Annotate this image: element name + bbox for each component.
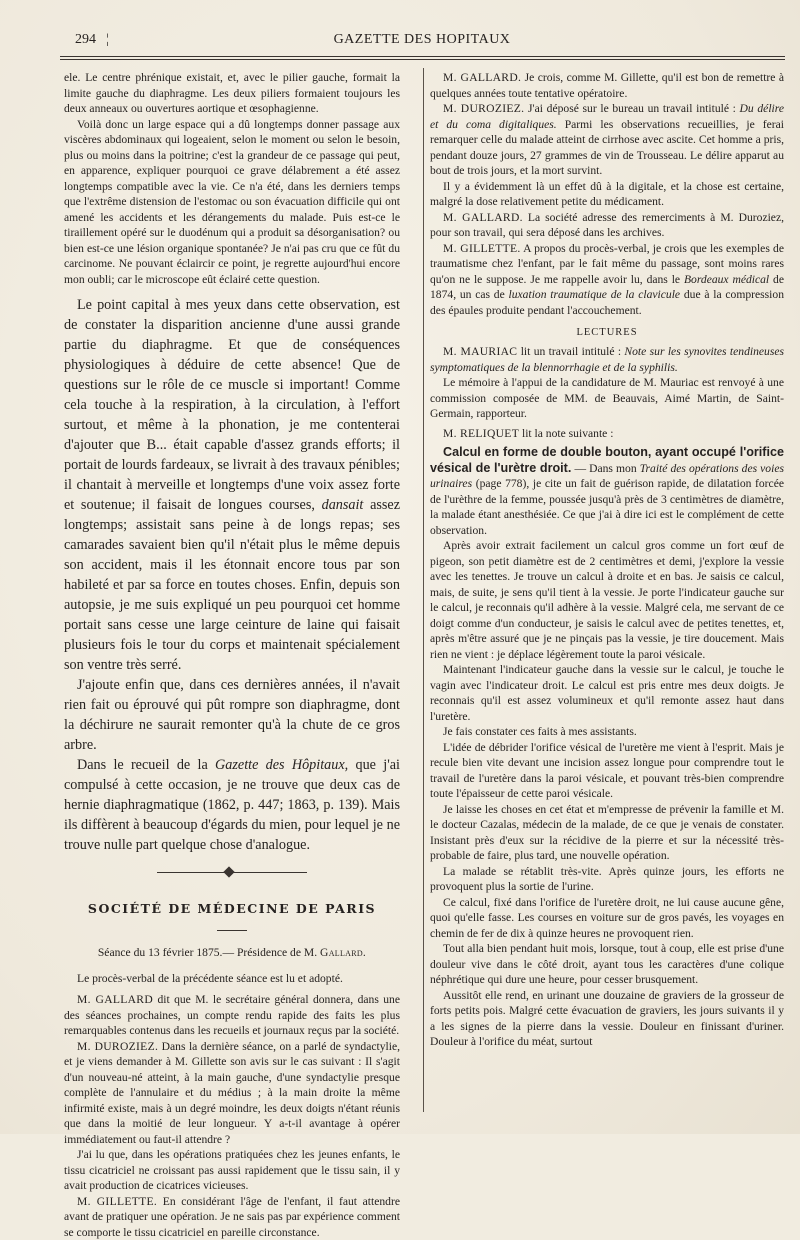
paragraph: Maintenant l'indicateur gauche dans la vessie sur le calcul, je touche le vagin avec l'indicateur droit. Le calcul est pris entre mes deux doigts. Je reconnais qu'il est assez volumineux et qu'il remonte assez haut dans l'uretère.	[430, 662, 784, 724]
left-column	[64, 70, 400, 1240]
page-number-mark: ¦	[106, 32, 109, 48]
paragraph: Il y a évidemment là un effet dû à la digitale, et la chose est certaine, malgré la dose relativement petite du médicament.	[430, 179, 784, 210]
paragraph: Voilà donc un large espace qui a dû longtemps donner passage aux viscères abdominaux qui logeaient, selon le moment ou selon le besoin, plus ou moins dans la poitrine; c'est la grandeur de ce passage qui peut, en apparence, expliquer pourquoi ce grave délabrement a été assez longtemps compatible avec la vie. Ce n'a été, dans les derniers temps que l'extrême distension de l'estomac ou son évacuation difficile qui ont amené les accidents et les dérangements du malade. Puis est-ce le tiraillement opéré sur le duodénum qui a produit sa désorganisation? ou bien est-ce une lésion organique spontanée? Je n'ai pas cru que ce fût du carcinome. Ne pouvant éclaircir ce point, je regrette aujourd'hui encore mon oubli; car le microscope eût éclairé cette question.	[64, 117, 400, 288]
section-ornament	[157, 867, 307, 879]
paragraph: M. GILLETTE. A propos du procès-verbal, je crois que les exemples de traumatisme chez l'enfant, par le fait même du passage, sont moins rares qu'on ne le suppose. Je me rappelle avoir lu, dans le Bordeaux médical de 1874, un cas de luxation traumatique de la clavicule due à la compression des épaules produite pendant l'accouchement.	[430, 241, 784, 319]
paragraph: Après avoir extrait facilement un calcul gros comme un fort œuf de pigeon, son petit diamètre est de 2 centimètres et demi, j'explore la vessie avec les tenettes. Je trouve un calcul à droite et en bas. Je saisis ce calcul, mais, de suite, je sens qu'il tient à la vessie. Je porte l'indicateur gauche sur le calcul, je reconnais qu'il adhère à la vessie. Malgré cela, me servant de ce doigt comme d'un conducteur, je saisis le calcul avec de petites tenettes, et, après m'être assuré que je ne pinçais pas la vessie, je tire doucement. Mais rien ne vient : je déplace légèrement toute la paroi vésicale.	[430, 538, 784, 662]
paragraph: Je laisse les choses en cet état et m'empresse de prévenir la famille et M. le docteur Cazalas, médecin de la malade, de ce que je venais de constater. Insistant près d'eux sur la récidive de la pierre et sur la nécessité très-probable de faire, plus tard, une nouvelle opération.	[430, 802, 784, 864]
page-header	[60, 24, 784, 50]
column-divider	[423, 68, 424, 1112]
paragraph: J'ajoute enfin que, dans ces dernières années, il n'avait rien fait ou éprouvé qui pût rompre son diaphragme, dont la déchirure ne saurait remonter qu'à la chute de ce gros arbre.	[64, 675, 400, 755]
paragraph: Aussitôt elle rend, en urinant une douzaine de graviers de la grosseur de forts petits pois. Malgré cette évacuation de graviers, les jours suivants il y a les signes de la pierre dans la vessie. Douleur en finissant d'uriner. Douleur à l'orifice du méat, surtout	[430, 988, 784, 1050]
paragraph: M. DUROZIEZ. J'ai déposé sur le bureau un travail intitulé : Du délire et du coma digitaliques. Parmi les observations recueillies, je ferai remarquer celle du malade atteint de cirrhose avec ascite. Cet homme a pris, pendant douze jours, 27 grammes de vin de Trousseau. Le délire apparut au bout de trois jours, et la mort survint.	[430, 101, 784, 179]
paragraph: M. RELIQUET lit la note suivante :	[430, 426, 784, 442]
page-number: 294	[75, 32, 96, 48]
paragraph: L'idée de débrider l'orifice vésical de l'uretère me vient à l'esprit. Mais je recule bien vite devant une incision assez longue pour comprendre tout le travail de l'uretère dans la paroi vésicale, et pouvant très-bien comprendre toute l'épaisseur de cette paroi vésicale.	[430, 740, 784, 802]
paragraph: Le mémoire à l'appui de la candidature de M. Mauriac est renvoyé à une commission composée de MM. de Beauvais, Aimé Martin, de Saint-Germain, rapporteur.	[430, 375, 784, 422]
paragraph: M. GALLARD dit que M. le secrétaire général donnera, dans une des séances prochaines, un compte rendu rapide des faits les plus remarquables contenus dans les recueils et journaux reçus par la société.	[64, 992, 400, 1039]
paragraph: M. MAURIAC lit un travail intitulé : Note sur les synovites tendineuses symptomatiques de la blennorrhagie et de la syphilis.	[430, 344, 784, 375]
header-rule-thin	[60, 59, 785, 60]
paragraph: La malade se rétablit très-vite. Après quinze jours, les efforts ne provoquent plus la sortie de l'urine.	[430, 864, 784, 895]
paragraph: M. GILLETTE. En considérant l'âge de l'enfant, il faut attendre avant de pratiquer une opération. Je ne sais pas par expérience comment se comporte le tissu cicatriciel en pareille circonstance.	[64, 1194, 400, 1240]
paragraph: ele. Le centre phrénique existait, et, avec le pilier gauche, formait la limite gauche du diaphragme. Les deux piliers formaient toujours les deux anneaux ou ouvertures aortique et œsophagienne.	[64, 70, 400, 117]
paragraph: M. DUROZIEZ. Dans la dernière séance, on a parlé de syndactylie, et je viens demander à M. Gillette son avis sur le cas suivant : Il s'agit d'un nouveau-né atteint, à la main gauche, d'une syndactylie presque complète de l'annulaire et du médius ; à la main droite la même infirmité existe, mais à un degré moindre, les deux doigts n'étant réunis que dans la moitié de leur longueur. Y a-t-il avantage à opérer immédiatement ou faut-il attendre ?	[64, 1039, 400, 1148]
paragraph: Tout alla bien pendant huit mois, lorsque, tout à coup, elle est prise d'une douleur vive dans le côté droit, ayant tous les caractères d'une colique néphrétique qui dure une heure, pour cesser brusquement.	[430, 941, 784, 988]
paragraph: Ce calcul, fixé dans l'orifice de l'uretère droit, ne lui cause aucune gêne, quoi qu'elle fasse. Les courses en voiture sur de gros pavés, les voyages en chemin de fer de dix à quinze heures ne provoquent rien.	[430, 895, 784, 942]
paragraph: M. GALLARD. La société adresse des remerciments à M. Duroziez, pour son travail, qui sera déposé dans les archives.	[430, 210, 784, 241]
society-title: SOCIÉTÉ DE MÉDECINE DE PARIS	[64, 901, 400, 916]
lectures-heading: LECTURES	[430, 327, 784, 338]
seance-line: Séance du 13 février 1875.— Présidence de M. Gallard.	[64, 945, 400, 961]
paragraph: Le procès-verbal de la précédente séance est lu et adopté.	[64, 971, 400, 987]
paragraph: Calcul en forme de double bouton, ayant occupé l'orifice vésical de l'urètre droit. — Dans mon Traité des opérations des voies urinaires (page 778), je cite un fait de guérison rapide, de dilatation forcée de l'urèthre de la femme, poussée jusqu'à près de 3 centimètres de diamètre, la malade étant anesthésiée. Ce que j'ai à dire ici est le complément de cette observation.	[430, 445, 784, 538]
paragraph: M. GALLARD. Je crois, comme M. Gillette, qu'il est bon de remettre à quelques années toute tentative opératoire.	[430, 70, 784, 101]
title-rule	[217, 930, 247, 931]
paragraph: Dans le recueil de la Gazette des Hôpitaux, que j'ai compulsé à cette occasion, je ne trouve que deux cas de hernie diaphragmatique (1862, p. 447; 1863, p. 139). Mais ils diffèrent à beaucoup d'égards du mien, pour lequel je ne trouve nulle part quelque chose d'analogue.	[64, 755, 400, 855]
running-title: GAZETTE DES HOPITAUX	[60, 32, 784, 48]
right-column	[430, 70, 784, 1050]
paragraph: Le point capital à mes yeux dans cette observation, est de constater la disparition ancienne d'une aussi grande partie du diaphragme. Et que de conséquences physiologiques à déduire de cette absence! Que de questions sur le rôle de ce muscle si important! Comme cela touche à la respiration, à la circulation, à l'effort surtout, et même à la phonation, je me contenterai d'ajouter que B... était capable d'assez grands efforts; il portait de lourds fardeaux, se livrait à des travaux pénibles; il chantait à merveille et longtemps d'une voix assez forte et soutenue; il faisait de longues courses, dansait assez longtemps; assistait sans peine à de longs repas; ses camarades savaient bien qu'il n'était plus le même depuis son accident, mais il les étonnait encore tous par son habileté et par sa force en toutes choses. Enfin, depuis son autopsie, je me suis expliqué un peu pourquoi cet homme portait sans cesse une large ceinture de laine qui faisait plusieurs fois le tour du corps et maintenait spécialement son ventre très serré.	[64, 295, 400, 675]
paragraph: J'ai lu que, dans les opérations pratiquées chez les jeunes enfants, le tissu cicatriciel ne croissant pas aussi rapidement que le tissu sain, il y avait production de cicatrices vicieuses.	[64, 1147, 400, 1194]
header-rule	[60, 56, 785, 57]
paragraph: Je fais constater ces faits à mes assistants.	[430, 724, 784, 740]
